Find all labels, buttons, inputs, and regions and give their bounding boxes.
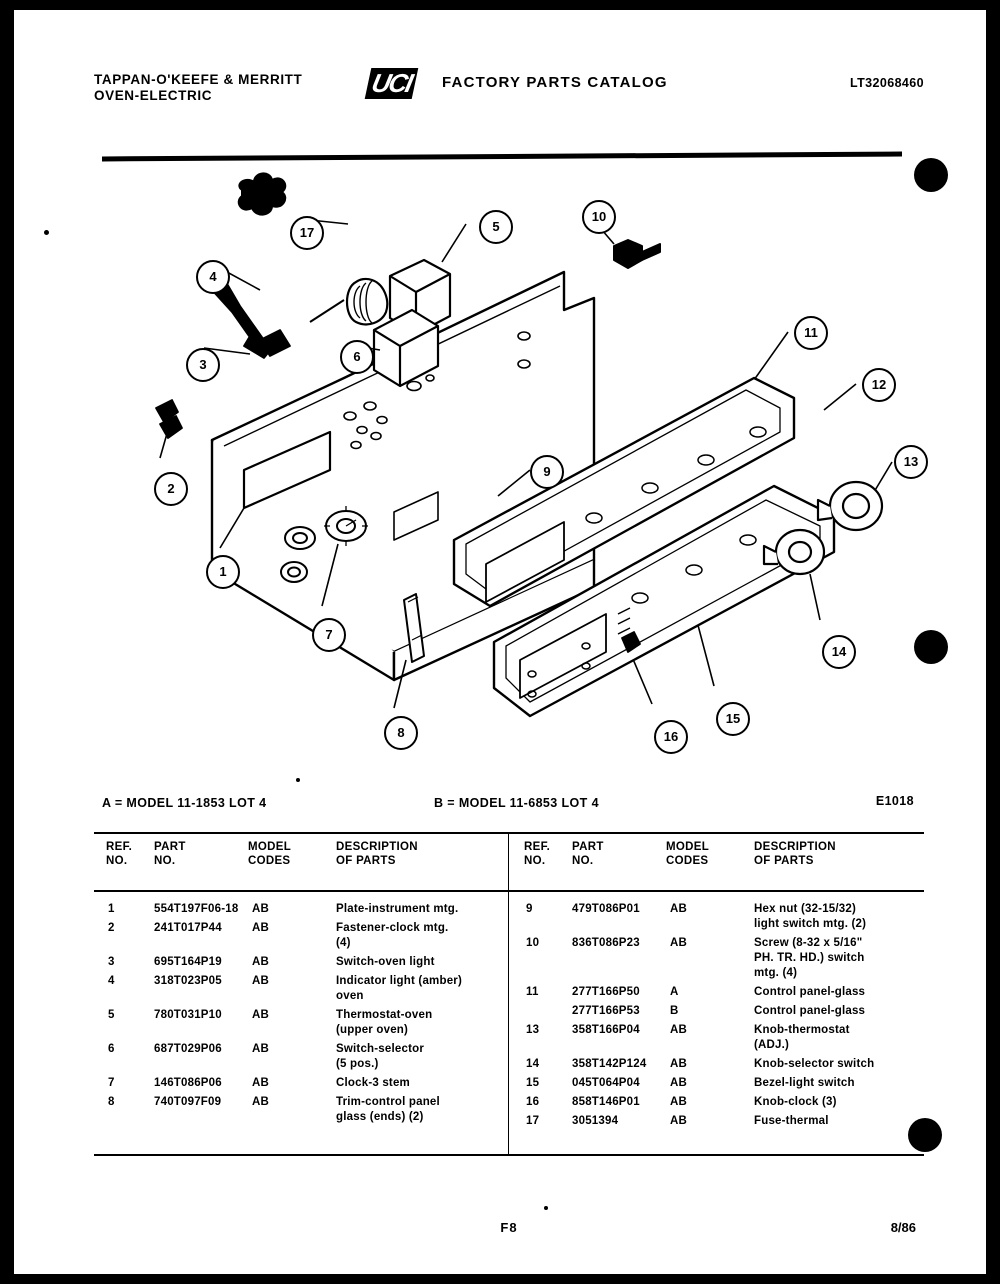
cell-desc-line: mtg. (4) (754, 967, 798, 979)
cell-part-l-1: 241T017P44 (154, 922, 222, 934)
header-ref-right-l2: NO. (524, 855, 546, 867)
cell-desc-l-2 (336, 955, 504, 970)
cell-desc-line: oven (336, 990, 364, 1002)
header-ref-left (106, 840, 152, 868)
header-part-right-l2: NO. (572, 855, 594, 867)
cell-part-r-0: 479T086P01 (572, 903, 640, 915)
cell-ref-l-7: 8 (108, 1096, 115, 1108)
exploded-diagram (94, 140, 924, 780)
table-row (96, 1042, 506, 1076)
cell-ref-l-2: 3 (108, 956, 115, 968)
cell-desc-line: Control panel-glass (754, 1005, 866, 1017)
cell-desc-r-1 (754, 936, 922, 981)
cell-part-l-3: 318T023P05 (154, 975, 222, 987)
model-legend (94, 796, 924, 818)
cell-desc-line: Control panel-glass (754, 986, 866, 998)
cell-desc-r-2 (754, 985, 922, 1000)
cell-desc-line: Indicator light (amber) (336, 975, 462, 987)
cell-codes-r-6: AB (670, 1077, 688, 1089)
cell-ref-r-6: 15 (526, 1077, 540, 1089)
header-desc-left (336, 840, 496, 868)
header-model-right-l2: CODES (666, 855, 709, 867)
page-sheet (14, 10, 986, 1274)
header-desc-right-l1: DESCRIPTION (754, 841, 836, 853)
header-ref-left-l1: REF. (106, 841, 133, 853)
cell-desc-r-4 (754, 1023, 922, 1053)
cell-codes-l-6: AB (252, 1077, 270, 1089)
cell-part-l-6: 146T086P06 (154, 1077, 222, 1089)
cell-codes-l-1: AB (252, 922, 270, 934)
cell-ref-l-1: 2 (108, 922, 115, 934)
cell-desc-line: Fuse-thermal (754, 1115, 829, 1127)
cell-part-r-1: 836T086P23 (572, 937, 640, 949)
callout-11: 11 (794, 316, 828, 350)
callout-2: 2 (154, 472, 188, 506)
cell-desc-l-0 (336, 902, 504, 917)
header-part-right-l1: PART (572, 841, 604, 853)
header-model-right (666, 840, 742, 868)
cell-ref-r-4: 13 (526, 1024, 540, 1036)
cell-part-l-7: 740T097F09 (154, 1096, 222, 1108)
cell-ref-r-8: 17 (526, 1115, 540, 1127)
cell-part-l-5: 687T029P06 (154, 1043, 222, 1055)
cell-codes-l-5: AB (252, 1043, 270, 1055)
cell-desc-line: Knob-thermostat (754, 1024, 850, 1036)
cell-codes-r-7: AB (670, 1096, 688, 1108)
table-row (96, 902, 506, 921)
cell-desc-line: (upper oven) (336, 1024, 409, 1036)
cell-part-l-2: 695T164P19 (154, 956, 222, 968)
cell-desc-line: Switch-oven light (336, 956, 435, 968)
header-part-left (154, 840, 246, 868)
table-row (96, 974, 506, 1008)
header-part-right (572, 840, 664, 868)
callout-12: 12 (862, 368, 896, 402)
cell-part-l-0: 554T197F06-18 (154, 903, 239, 915)
legend-model-a: A = MODEL 11-1853 LOT 4 (102, 796, 267, 810)
cell-desc-l-4 (336, 1008, 504, 1038)
cell-desc-line: Hex nut (32-15/32) (754, 903, 857, 915)
cell-part-r-6: 045T064P04 (572, 1077, 640, 1089)
table-row (514, 1076, 924, 1095)
callout-6: 6 (340, 340, 374, 374)
header-part-left-l1: PART (154, 841, 186, 853)
scan-border-left (0, 0, 14, 1284)
cell-desc-line: Thermostat-oven (336, 1009, 433, 1021)
cell-codes-l-2: AB (252, 956, 270, 968)
callout-14: 14 (822, 635, 856, 669)
header-model-right-l1: MODEL (666, 841, 710, 853)
callout-13: 13 (894, 445, 928, 479)
cell-codes-l-3: AB (252, 975, 270, 987)
table-rule-header (94, 890, 924, 892)
callout-9: 9 (530, 455, 564, 489)
table-row (514, 1057, 924, 1076)
cell-part-r-3: 277T166P53 (572, 1005, 640, 1017)
parts-table (94, 832, 924, 1172)
scan-speck-2 (296, 778, 300, 782)
page-footer (94, 1220, 924, 1242)
callout-4: 4 (196, 260, 230, 294)
table-row (514, 985, 924, 1004)
cell-codes-l-0: AB (252, 903, 270, 915)
cell-ref-r-2: 11 (526, 986, 539, 998)
cell-ref-l-0: 1 (108, 903, 115, 915)
cell-desc-line: Plate-instrument mtg. (336, 903, 459, 915)
header-desc-right (754, 840, 914, 868)
table-rule-top (94, 832, 924, 834)
cell-ref-l-4: 5 (108, 1009, 115, 1021)
callout-15: 15 (716, 702, 750, 736)
cell-desc-line: (4) (336, 937, 351, 949)
cell-part-r-8: 3051394 (572, 1115, 619, 1127)
cell-desc-line: Screw (8-32 x 5/16" (754, 937, 863, 949)
cell-codes-l-4: AB (252, 1009, 270, 1021)
table-rule-bottom (94, 1154, 924, 1156)
callout-5: 5 (479, 210, 513, 244)
cell-desc-line: (ADJ.) (754, 1039, 790, 1051)
cell-desc-r-5 (754, 1057, 922, 1072)
table-row (514, 1114, 924, 1133)
figure-code: E1018 (875, 794, 914, 808)
cell-desc-r-8 (754, 1114, 922, 1129)
cell-codes-l-7: AB (252, 1096, 270, 1108)
cell-desc-l-5 (336, 1042, 504, 1072)
header-model-left-l1: MODEL (248, 841, 292, 853)
header-ref-right-l1: REF. (524, 841, 551, 853)
header-brand-line1: TAPPAN-O'KEEFE & MERRITT (94, 72, 303, 87)
header-model-left-l2: CODES (248, 855, 291, 867)
cell-codes-r-8: AB (670, 1115, 688, 1127)
page-header (94, 68, 924, 112)
table-column-divider (508, 832, 509, 1154)
table-row (514, 1023, 924, 1057)
scan-border-top (0, 0, 1000, 10)
cell-desc-l-7 (336, 1095, 504, 1125)
cell-desc-line: Knob-selector switch (754, 1058, 875, 1070)
table-row (96, 1095, 506, 1129)
table-row (514, 936, 924, 985)
cell-part-r-7: 858T146P01 (572, 1096, 640, 1108)
table-row (96, 1076, 506, 1095)
cell-part-r-5: 358T142P124 (572, 1058, 647, 1070)
cell-desc-line: Switch-selector (336, 1043, 424, 1055)
cell-desc-line: PH. TR. HD.) switch (754, 952, 865, 964)
cell-part-r-2: 277T166P50 (572, 986, 640, 998)
cell-codes-r-4: AB (670, 1024, 688, 1036)
table-row (96, 1008, 506, 1042)
header-document-code: LT32068460 (850, 76, 924, 90)
cell-ref-r-1: 10 (526, 937, 540, 949)
header-desc-left-l1: DESCRIPTION (336, 841, 418, 853)
callout-7: 7 (312, 618, 346, 652)
cell-ref-l-6: 7 (108, 1077, 115, 1089)
cell-desc-l-3 (336, 974, 504, 1004)
header-ref-right (524, 840, 570, 868)
cell-desc-line: (5 pos.) (336, 1058, 379, 1070)
cell-codes-r-1: AB (670, 937, 688, 949)
cell-desc-l-1 (336, 921, 504, 951)
cell-desc-r-0 (754, 902, 922, 932)
header-model-left (248, 840, 324, 868)
callout-1: 1 (206, 555, 240, 589)
header-desc-left-l2: OF PARTS (336, 855, 396, 867)
cell-part-l-4: 780T031P10 (154, 1009, 222, 1021)
footer-date: 8/86 (890, 1220, 916, 1235)
cell-desc-line: Trim-control panel (336, 1096, 440, 1108)
header-brand-line2: OVEN-ELECTRIC (94, 88, 213, 103)
table-row (514, 1095, 924, 1114)
cell-desc-r-6 (754, 1076, 922, 1091)
table-row (96, 921, 506, 955)
cell-codes-r-2: A (670, 986, 679, 998)
cell-ref-l-5: 6 (108, 1043, 115, 1055)
cell-desc-line: Clock-3 stem (336, 1077, 410, 1089)
uci-logo: UCI (365, 68, 418, 99)
punch-hole-mark-bottom (908, 1118, 942, 1152)
header-ref-left-l2: NO. (106, 855, 128, 867)
cell-desc-l-6 (336, 1076, 504, 1091)
cell-part-r-4: 358T166P04 (572, 1024, 640, 1036)
callout-16: 16 (654, 720, 688, 754)
cell-ref-r-7: 16 (526, 1096, 540, 1108)
scan-border-bottom (0, 1274, 1000, 1284)
page-number: F8 (500, 1220, 518, 1235)
callout-17: 17 (290, 216, 324, 250)
cell-desc-r-3 (754, 1004, 922, 1019)
callout-10: 10 (582, 200, 616, 234)
cell-desc-r-7 (754, 1095, 922, 1110)
callout-8: 8 (384, 716, 418, 750)
cell-codes-r-0: AB (670, 903, 688, 915)
cell-desc-line: Knob-clock (3) (754, 1096, 837, 1108)
scan-speck-3 (544, 1206, 548, 1210)
cell-desc-line: Bezel-light switch (754, 1077, 855, 1089)
header-catalog-title: FACTORY PARTS CATALOG (442, 74, 668, 91)
header-desc-right-l2: OF PARTS (754, 855, 814, 867)
cell-ref-r-0: 9 (526, 903, 533, 915)
cell-codes-r-3: B (670, 1005, 679, 1017)
table-row (96, 955, 506, 974)
scan-speck-1 (44, 230, 49, 235)
callout-3: 3 (186, 348, 220, 382)
cell-desc-line: light switch mtg. (2) (754, 918, 867, 930)
legend-model-b: B = MODEL 11-6853 LOT 4 (434, 796, 599, 810)
table-row (514, 1004, 924, 1023)
cell-codes-r-5: AB (670, 1058, 688, 1070)
cell-desc-line: Fastener-clock mtg. (336, 922, 449, 934)
cell-ref-r-5: 14 (526, 1058, 540, 1070)
cell-ref-l-3: 4 (108, 975, 115, 987)
scan-border-right (986, 0, 1000, 1284)
table-row (514, 902, 924, 936)
cell-desc-line: glass (ends) (2) (336, 1111, 424, 1123)
header-part-left-l2: NO. (154, 855, 176, 867)
